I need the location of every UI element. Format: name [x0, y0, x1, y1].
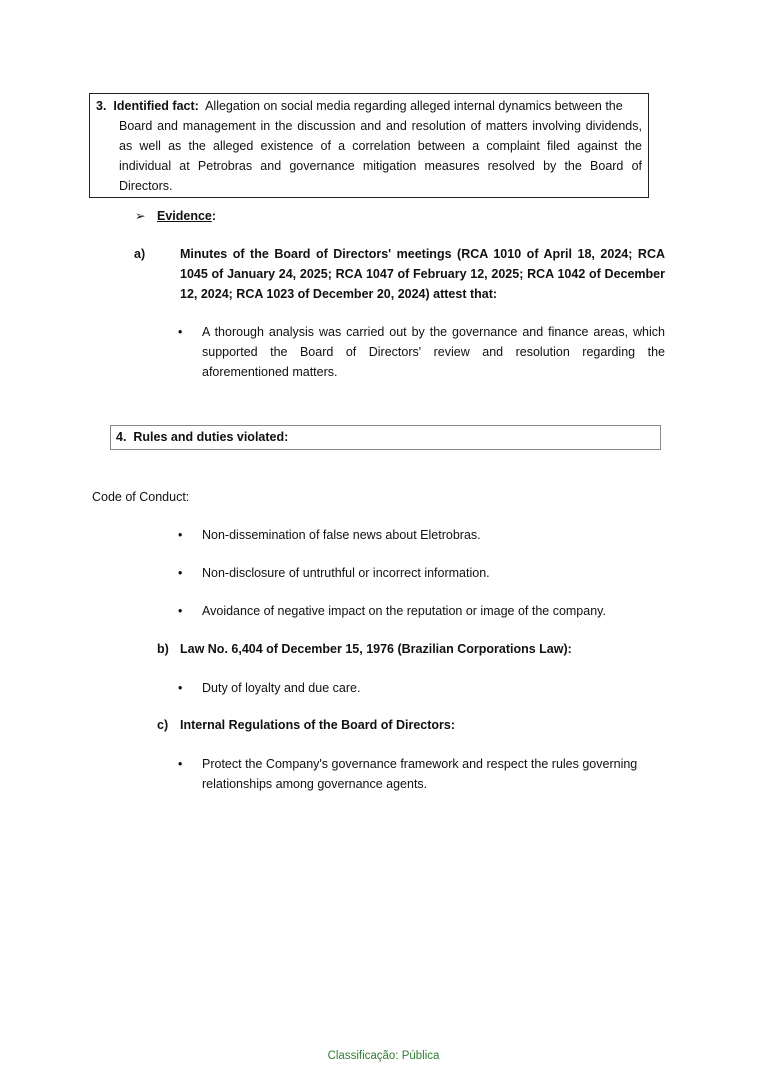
identified-fact-first-line [96, 96, 642, 116]
item-a-text: Minutes of the Board of Directors' meetings (RCA 1010 of April 18, 2024; RCA 1045 of January 24, 2025; RCA 1047 of February 12, 2025; RCA 1042 of December 12, 2024; RCA 1023 of December 20, 2024) attest that: [180, 247, 665, 301]
section-3-number: 3. [96, 99, 107, 113]
item-b-text: Law No. 6,404 of December 15, 1976 (Brazilian Corporations Law): [180, 642, 572, 656]
section-3-title: Identified fact: [113, 99, 199, 113]
identified-fact-box [89, 93, 649, 198]
rules-violated-box [110, 425, 661, 450]
section-3-text-first: Allegation on social media regarding alleged internal dynamics between the [205, 99, 623, 113]
bullet-icon: • [178, 681, 183, 695]
list-item [178, 601, 665, 621]
bullet-icon: • [178, 325, 183, 339]
item-c-bullet-text: Protect the Company's governance framework and respect the rules governing relationships among governance agents. [202, 757, 638, 791]
evidence-item-b [157, 639, 572, 659]
item-c-text: Internal Regulations of the Board of Directors: [180, 718, 456, 732]
evidence-label: Evidence [157, 209, 212, 223]
item-c-letter: c) [157, 718, 169, 732]
code-of-conduct-label: Code of Conduct: [92, 490, 190, 504]
list-item [178, 322, 665, 382]
section-4-number: 4. [116, 430, 127, 444]
code-bullet-3: Avoidance of negative impact on the reputation or image of the company. [202, 604, 606, 618]
item-a-letter: a) [134, 247, 146, 261]
list-item [178, 563, 665, 583]
evidence-item-c [157, 715, 455, 735]
item-a-text-block [134, 244, 665, 304]
list-item [178, 678, 665, 698]
item-a-bullet-text: A thorough analysis was carried out by the governance and finance areas, which supported the Board of Directors' review and resolution regarding the aforementioned matters. [202, 325, 665, 379]
evidence-heading [135, 206, 216, 226]
code-bullet-1: Non-dissemination of false news about Eletrobras. [202, 528, 481, 542]
bullet-icon: • [178, 566, 183, 580]
section-3-text-rest: Board and management in the discussion and and resolution of matters involving dividends, as well as the alleged existence of a correlation between a complaint filed against the individual at Petrobras and governance mitigation measures resolved by the Board of Directors. [119, 119, 642, 193]
item-b-letter: b) [157, 642, 169, 656]
bullet-icon: • [178, 604, 183, 618]
bullet-icon: • [178, 528, 183, 542]
arrow-bullet-icon: ➢ [135, 209, 146, 223]
code-bullet-2: Non-disclosure of untruthful or incorrect information. [202, 566, 490, 580]
evidence-item-a [134, 244, 665, 304]
item-b-bullet-text: Duty of loyalty and due care. [202, 681, 361, 695]
list-item [178, 754, 665, 794]
list-item [178, 525, 665, 545]
classification-footer: Classificação: Pública [327, 1050, 440, 1062]
section-4-title: Rules and duties violated: [133, 430, 289, 444]
bullet-icon: • [178, 757, 183, 771]
evidence-colon: : [211, 209, 217, 223]
